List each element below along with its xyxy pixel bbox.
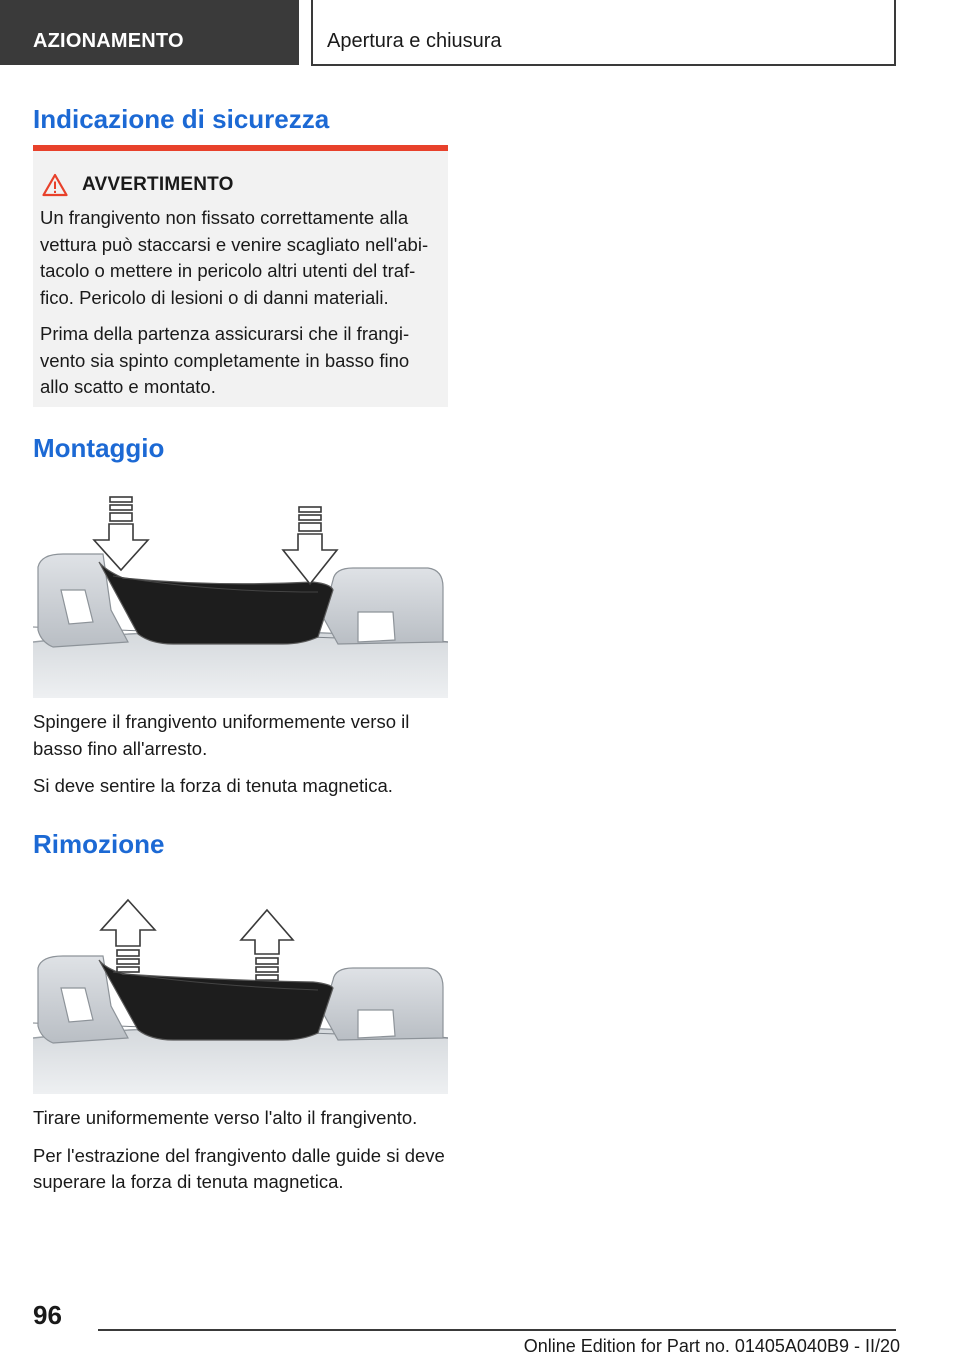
removal-figure: [33, 888, 448, 1094]
footer-divider: [98, 1329, 896, 1331]
page-number: 96: [33, 1300, 62, 1330]
mounting-step-1: Spingere il frangivento uniformemente verso il basso fino all'arresto.: [33, 711, 410, 759]
safety-heading: Indicazione di sicurezza: [33, 104, 330, 134]
mounting-illustration: [33, 492, 448, 698]
warning-paragraph-1: Un frangivento non fissato correttamente alla vettura può staccarsi e venire scagliato nell'abitacolo o mettere in pericolo altri utenti del traffico. Pericolo di lesioni o di danni materiali.: [40, 207, 429, 308]
chapter-tab: AZIONAMENTO: [0, 0, 299, 65]
warning-label: AVVERTIMENTO: [82, 174, 234, 195]
removal-step-1: Tirare uniformemente verso l'alto il frangivento.: [33, 1107, 418, 1128]
warning-triangle-icon: [42, 173, 68, 197]
mounting-figure: [33, 492, 448, 698]
mounting-instructions: [33, 709, 453, 800]
warning-header: [42, 173, 438, 197]
removal-instructions: [33, 1105, 453, 1196]
removal-illustration: [33, 888, 448, 1094]
mounting-step-2: Si deve sentire la forza di tenuta magnetica.: [33, 775, 393, 796]
warning-box: [33, 145, 448, 407]
footer-edition: Online Edition for Part no. 01405A040B9 - II/20: [523, 1336, 900, 1356]
removal-step-2: Per l'estrazione del frangivento dalle guide si deve superare la forza di tenuta magnetica.: [33, 1144, 445, 1192]
removal-heading: Rimozione: [33, 829, 165, 859]
warning-paragraph-2: Prima della partenza assicurarsi che il frangivento sia spinto completamente in basso fino allo scatto e montato.: [40, 323, 410, 397]
section-tab: Apertura e chiusura: [311, 0, 896, 66]
mounting-heading: Montaggio: [33, 433, 165, 463]
